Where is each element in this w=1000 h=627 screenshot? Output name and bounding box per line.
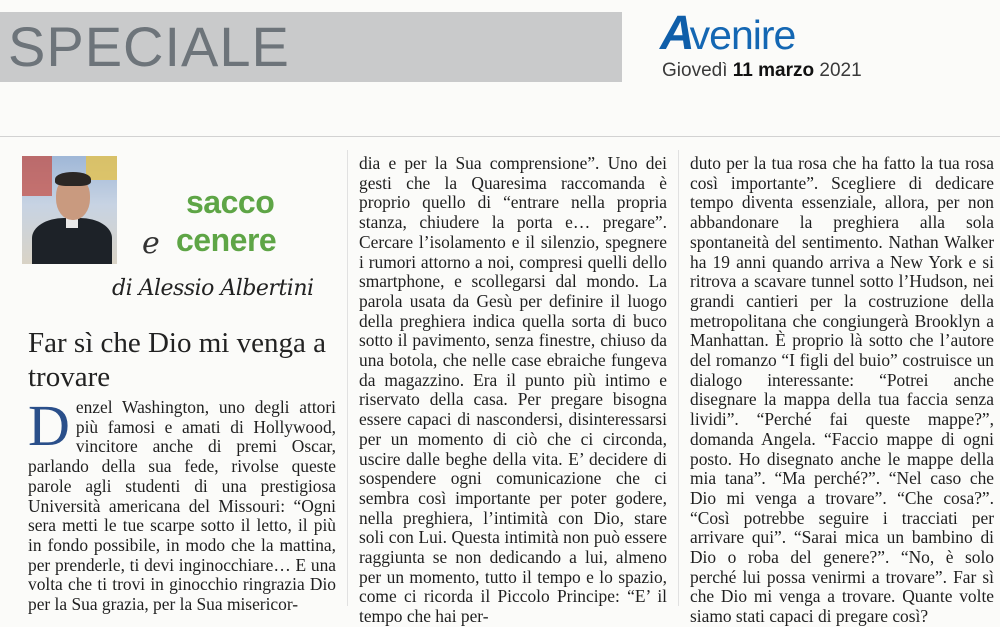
logo-rest: venire [689, 12, 796, 58]
column-divider [347, 150, 348, 606]
section-label: SPECIALE [8, 15, 290, 78]
column-2-text: dia e per la Sua comprensione”. Uno dei gesti che la Quaresima raccomanda è proprio quello di “entrare nella propria stanza, chiudere la porta e… pregare”. Cercare l’isolamento e il silenzio, spegnere i rumori attorno a noi, compresi quelli dello smartphone, e scollegarsi dal mondo. La parola usata da Gesù per definire il luogo della preghiera indica quella sorta di buco sotto il pavimento, senza finestre, chiuso da una botola, che nelle case ebraiche fungeva da magazzino. Era il punto più intimo e riservato della casa. Per pregare bisogna essere capaci di nascondersi, disinteressarsi per un momento di ciò che ci circonda, uscire dalle beghe della vita. E’ decidere di sospendere ogni comunicazione che ci sembra così importante per poter godere, nella preghiera, l’intimità con Dio, stare soli con Lui. Questa intimità non può essere raggiunta se non dedicando a lui, almeno per un momento, tutto il tempo e lo spazio, come ci ricorda il Piccolo Principe: “E’ il tempo che hai per- [359, 153, 667, 627]
header-divider [0, 136, 1000, 137]
column-title-conjunction: e [142, 226, 160, 261]
article-headline: Far sì che Dio mi venga a trovare [28, 327, 326, 393]
newspaper-logo [660, 8, 840, 60]
column-title-sacco: sacco [186, 184, 275, 220]
author-photo [22, 156, 117, 264]
date-day-month: 11 marzo [732, 60, 815, 81]
section-banner [0, 12, 622, 82]
date-year: 2021 [819, 60, 862, 81]
article-column-3 [690, 154, 994, 627]
column-1-text: enzel Washington, uno degli attori più famosi e amati di Hollywood, vincitore anche di premi Oscar, parlando della sua fede, rivolse queste parole agli studenti di una prestigiosa Università americana del Missouri: “Ogni sera metti le tue scarpe sotto il letto, il più in fondo possibile, in modo che la mattina, per prenderle, ti devi inginocchiare… E una volta che ti trovi in ginocchio ringrazia Dio per la Sua grazia, per la Sua misericor- [28, 397, 336, 615]
article-column-1 [28, 393, 336, 615]
author-byline: di Alessio Albertini [112, 276, 314, 301]
column-title-cenere: cenere [176, 222, 277, 258]
article-column-2 [359, 154, 667, 627]
drop-cap: D [28, 393, 70, 458]
column-3-text: duto per la tua rosa che ha fatto la tua rosa così importante”. Scegliere di dedicare tempo diventa essenziale, allora, per non abbandonare la preghiera alla sola spontaneità del sentimento. Nathan Walker ha 19 anni quando arriva a New York e si ritrova a scavare tunnel sotto l’Hudson, nei grandi cantieri per la costruzione della metropolitana che congiungerà Brooklyn a Manhattan. È proprio là sotto che l’autore del romanzo “I figli del buio” costruisce un dialogo interessante: “Potrei anche disegnare la mappa della tua faccia senza lividi”. “Perché fai queste mappe?”, domanda Angela. “Faccio mappe di ogni posto. Ho disegnato anche le mappe della mia tana”. “Ma perché?”. “Nel caso che Dio mi venga a trovare”. “Che cosa?”. “Così potrebbe seguire i tracciati per arrivare qui”. “Sarai mica un bambino di Dio o roba del genere?”. “No, è solo perché lui possa venirmi a trovare”. Far sì che Dio mi venga a trovare. Quante volte siamo stati capaci di pregare così? [690, 153, 994, 627]
date-weekday: Giovedì [662, 60, 728, 81]
column-divider [678, 150, 679, 606]
logo-initial: A [660, 7, 694, 60]
dateline [662, 60, 862, 82]
